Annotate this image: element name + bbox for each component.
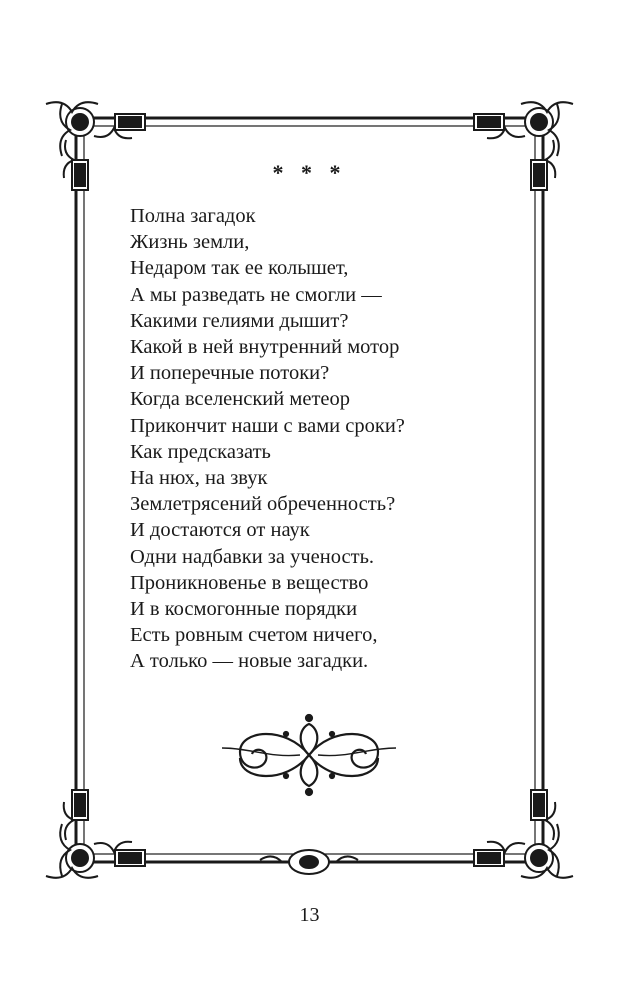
corner-ornament-bottom-right <box>474 790 573 878</box>
poem-line: На нюх, на звук <box>130 467 268 490</box>
poem-line: Как предсказать <box>130 440 271 463</box>
poem-line: И достаются от наук <box>130 519 310 542</box>
poem-line: Есть ровным счетом ничего, <box>130 624 378 647</box>
poem-line: Жизнь земли, <box>130 231 250 254</box>
poem-line: И поперечные потоки? <box>130 362 330 385</box>
page-number: 13 <box>299 904 320 926</box>
poem-line: Когда вселенский метеор <box>130 388 351 411</box>
poem-line: Проникновенье в вещество <box>130 571 369 594</box>
corner-ornament-bottom-left <box>46 790 145 878</box>
poem-line: Полна загадок <box>130 205 256 227</box>
poem-line: Недаром так ее колышет, <box>130 257 349 280</box>
poem-line: А мы разведать не смогли — <box>130 283 382 306</box>
poem-line: А только — новые загадки. <box>130 650 369 673</box>
poem-line: Землетрясений обреченность? <box>130 493 396 516</box>
section-separator: * * * <box>272 160 347 185</box>
poem-line: Прикончит наши с вами сроки? <box>130 414 405 437</box>
flourish-ornament <box>222 715 396 795</box>
poem-line: Какими гелиями дышит? <box>130 309 349 332</box>
poem-line: Одни надбавки за ученость. <box>130 545 375 568</box>
poem-line: И в космогонные порядки <box>130 598 358 621</box>
poem-text <box>130 203 405 675</box>
poem-line: Какой в ней внутренний мотор <box>130 336 400 359</box>
